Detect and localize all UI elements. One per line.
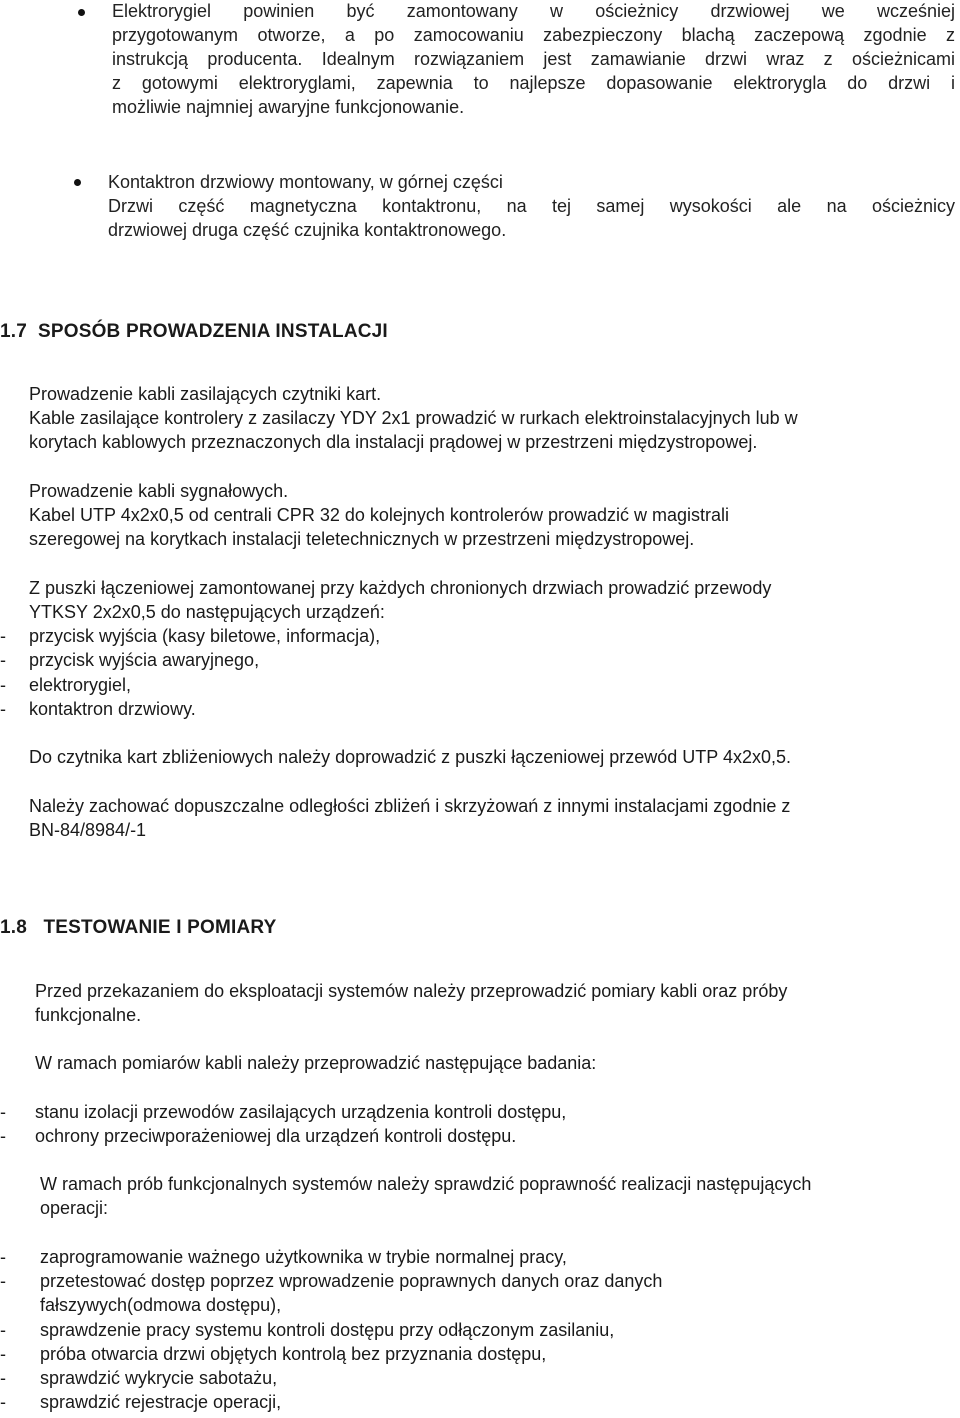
text-line: Kable zasilające kontrolery z zasilaczy YDY 2x1 prowadzić w rurkach elektroinstalacyjnych lub w [29,408,798,428]
list-item [0,648,259,672]
list-item-text: sprawdzić wykrycie sabotażu, [40,1368,278,1388]
list-item-text: przycisk wyjścia awaryjnego, [29,650,260,670]
dash-marker: - [0,1247,6,1267]
list-item-text: sprawdzenie pracy systemu kontroli dostępu przy odłączonym zasilaniu, [40,1320,615,1340]
list-item-text: zaprogramowanie ważnego użytkownika w trybie normalnej pracy, [40,1247,567,1267]
text-line: instrukcją producenta. Idealnym rozwiązaniem jest zamawianie drzwi wraz z ościeżnicami [112,49,955,69]
list-item [0,697,196,721]
text-line: operacji: [40,1198,109,1218]
dash-marker: - [0,675,6,695]
list-item-text: kontaktron drzwiowy. [29,699,196,719]
text-line: Prowadzenie kabli zasilających czytniki kart. [29,384,382,404]
paragraph-przekazanie [35,979,950,1027]
section-heading-1-8: 1.8 TESTOWANIE I POMIARY [0,917,277,938]
text-line: Kontaktron drzwiowy montowany, w górnej części [108,172,503,192]
paragraph-pomiary [35,1051,950,1075]
list-item-text: próba otwarcia drzwi objętych kontrolą bez przyznania dostępu, [40,1344,547,1364]
dash-marker: - [0,1271,6,1291]
list-item [0,1269,662,1293]
bullet-icon [74,179,81,186]
list-item-text: fałszywych(odmowa dostępu), [40,1295,282,1315]
dash-marker: - [0,1102,6,1122]
list-item [0,1366,277,1390]
text-line: Z puszki łączeniowej zamontowanej przy każdych chronionych drzwiach prowadzić przewody [29,578,772,598]
text-line: przygotowanym otworze, a po zamocowaniu zabezpieczony blachą zaczepową zgodnie z [112,25,955,45]
list-item-text: ochrony przeciwporażeniowej dla urządzeń kontroli dostępu. [35,1126,517,1146]
dash-marker: - [0,1368,6,1388]
text-line: W ramach prób funkcjonalnych systemów należy sprawdzić poprawność realizacji następujących [40,1174,812,1194]
bullet-icon [78,9,85,16]
text-line: Elektrorygiel powinien być zamontowany w ościeżnicy drzwiowej we wcześniej [112,1,955,21]
paragraph-sygnalowe [29,479,939,551]
dash-marker: - [0,650,6,670]
text-line: BN-84/8984/-1 [29,820,147,840]
list-item-text: elektrorygiel, [29,675,132,695]
list-item-continuation [40,1293,281,1317]
text-line: Przed przekazaniem do eksploatacji systemów należy przeprowadzić pomiary kabli oraz próby [35,981,788,1001]
bullet-item-kontaktron [0,170,960,250]
text-line: możliwie najmniej awaryjne funkcjonowanie. [112,97,465,117]
text-line: korytach kablowych przeznaczonych dla instalacji prądowej w przestrzeni międzystropowej. [29,432,758,452]
list-item [0,1100,566,1124]
text-line: funkcjonalne. [35,1005,142,1025]
list-item [0,1245,567,1269]
bullet-item-elektrorygiel [0,0,960,120]
list-item-text: sprawdzić rejestracje operacji, [40,1392,282,1412]
text-line: YTKSY 2x2x0,5 do następujących urządzeń: [29,602,385,622]
bullet-text [112,0,955,119]
text-line: W ramach pomiarów kabli należy przeprowadzić następujące badania: [35,1053,597,1073]
dash-marker: - [0,1344,6,1364]
text-line: Do czytnika kart zbliżeniowych należy doprowadzić z puszki łączeniowej przewód UTP 4x2x0,5. [29,747,792,767]
dash-marker: - [0,1126,6,1146]
list-item [0,673,131,697]
paragraph-proby [40,1172,955,1220]
paragraph-odleglosci [29,794,949,842]
bullet-text [108,170,955,242]
section-heading-1-7: 1.7 SPOSÓB PROWADZENIA INSTALACJI [0,321,388,342]
paragraph-puszka [29,576,939,624]
paragraph-zasilajace [29,382,939,454]
paragraph-czytnik [29,745,949,769]
list-item [0,1342,546,1366]
text-line: Prowadzenie kabli sygnałowych. [29,481,289,501]
list-item-text: stanu izolacji przewodów zasilających urządzenia kontroli dostępu, [35,1102,567,1122]
dash-marker: - [0,626,6,646]
text-line: drzwiowej druga część czujnika kontaktronowego. [108,220,507,240]
list-item-text: przetestować dostęp poprzez wprowadzenie poprawnych danych oraz danych [40,1271,663,1291]
text-line: Drzwi część magnetyczna kontaktronu, na tej samej wysokości ale na ościeżnicy [108,196,955,216]
text-line: szeregowej na korytkach instalacji teletechnicznych w przestrzeni międzystropowej. [29,529,695,549]
list-item [0,1318,614,1342]
dash-marker: - [0,1392,6,1412]
list-item-text: przycisk wyjścia (kasy biletowe, informacja), [29,626,381,646]
list-item [0,624,380,648]
dash-marker: - [0,699,6,719]
list-item [0,1390,281,1414]
list-item [0,1124,516,1148]
dash-marker: - [0,1320,6,1340]
text-line: z gotowymi elektroryglami, zapewnia to najlepsze dopasowanie elektrorygla do drzwi i [112,73,955,93]
text-line: Należy zachować dopuszczalne odległości zbliżeń i skrzyżowań z innymi instalacjami zgodnie z [29,796,791,816]
text-line: Kabel UTP 4x2x0,5 od centrali CPR 32 do kolejnych kontrolerów prowadzić w magistrali [29,505,729,525]
